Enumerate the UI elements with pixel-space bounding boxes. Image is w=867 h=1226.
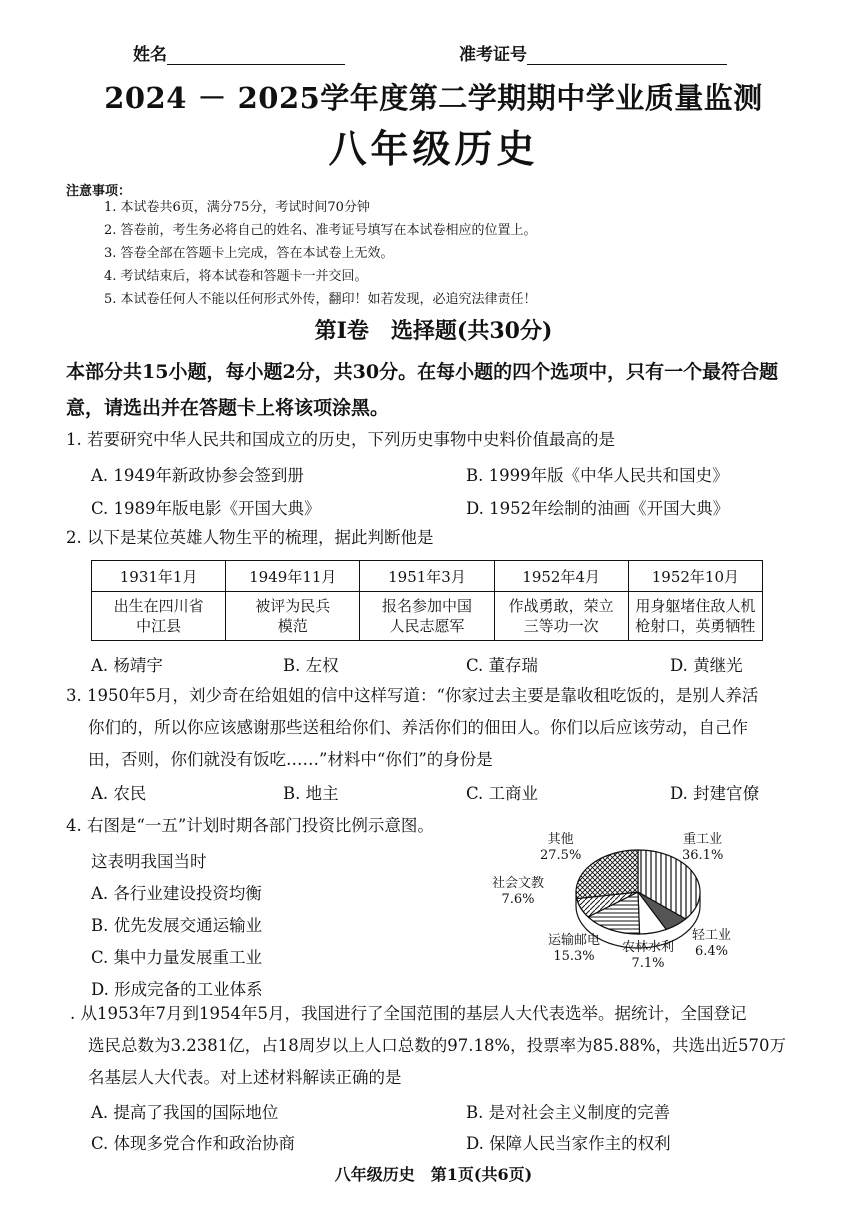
note-item: 3. 答卷全部在答题卡上完成，答在本试卷上无效。 xyxy=(104,246,394,261)
q1-option-a[interactable]: A. 1949年新政协参会签到册 xyxy=(91,466,304,485)
name-blank[interactable] xyxy=(167,46,345,65)
q1-option-d[interactable]: D. 1952年绘制的油画《开国大典》 xyxy=(466,499,730,518)
notes-list xyxy=(104,196,537,311)
pie-label-transport-post: 运输邮电 15.3% xyxy=(548,933,601,964)
question-2-stem: 2. 以下是某位英雄人物生平的梳理，据此判断他是 xyxy=(66,528,434,547)
q4-option-c[interactable]: C. 集中力量发展重工业 xyxy=(91,948,263,967)
table-cell: 用身躯堵住敌人机 枪射口，英勇牺牲 xyxy=(628,592,762,641)
pie-label-light-industry: 轻工业 6.4% xyxy=(692,928,732,959)
note-item: 1. 本试卷共6页，满分75分，考试时间70分钟 xyxy=(104,200,370,215)
q5-option-b[interactable]: B. 是对社会主义制度的完善 xyxy=(466,1103,671,1122)
table-cell: 1931年1月 xyxy=(92,561,226,592)
table-cell: 1952年10月 xyxy=(628,561,762,592)
q5-option-d[interactable]: D. 保障人民当家作主的权利 xyxy=(466,1134,671,1153)
q3-option-c[interactable]: C. 工商业 xyxy=(466,784,539,803)
exam-title: 2024 － 2025学年度第二学期期中学业质量监测 xyxy=(104,81,763,115)
q2-option-b[interactable]: B. 左权 xyxy=(283,656,339,675)
pie-label-culture-education: 社会文教 7.6% xyxy=(492,876,545,907)
question-5-stem: . 从1953年7月到1954年5月，我国进行了全国范围的基层人大代表选举。据统计，全国登记 选民总数为3.2381亿，占18周岁以上人口总数的97.18%，投票率为85.88%，共选出近570万 名基层人大代表。对上述材料解读正确的是 xyxy=(70,1004,787,1087)
note-item: 4. 考试结束后，将本试卷和答题卡一并交回。 xyxy=(104,269,368,284)
section-intro: 本部分共15小题，每小题2分，共30分。在每小题的四个选项中，只有一个最符合题意，请选出并在答题卡上将该项涂黑。 xyxy=(66,361,779,419)
question-1-stem: 1. 若要研究中华人民共和国成立的历史，下列历史事物中史料价值最高的是 xyxy=(66,430,615,449)
q3-option-b[interactable]: B. 地主 xyxy=(283,784,339,803)
pie-label-agriculture: 农林水利 7.1% xyxy=(622,940,675,971)
question-4-stem: 4. 右图是“一五”计划时期各部门投资比例示意图。 xyxy=(66,816,434,835)
name-field[interactable] xyxy=(133,40,345,65)
pie-label-heavy-industry: 重工业 36.1% xyxy=(682,832,724,863)
note-item: 5. 本试卷任何人不能以任何形式外传，翻印！如若发现，必追究法律责任！ xyxy=(104,292,537,307)
q2-option-c[interactable]: C. 董存瑞 xyxy=(466,656,539,675)
q1-option-b[interactable]: B. 1999年版《中华人民共和国史》 xyxy=(466,466,729,485)
q1-option-c[interactable]: C. 1989年版电影《开国大典》 xyxy=(91,499,321,518)
q2-option-a[interactable]: A. 杨靖宇 xyxy=(91,656,163,675)
q3-option-d[interactable]: D. 封建官僚 xyxy=(670,784,760,803)
question-4-stem-2: 这表明我国当时 xyxy=(91,852,207,871)
page-footer: 八年级历史 第1页(共6页) xyxy=(334,1165,533,1184)
exam-subject: 八年级历史 xyxy=(328,126,539,171)
q4-option-d[interactable]: D. 形成完备的工业体系 xyxy=(91,980,263,999)
name-label: 姓名 xyxy=(133,45,167,65)
exam-id-field[interactable] xyxy=(459,40,727,65)
q4-option-b[interactable]: B. 优先发展交通运输业 xyxy=(91,916,263,935)
exam-id-blank[interactable] xyxy=(527,46,727,65)
table-cell: 出生在四川省 中江县 xyxy=(92,592,226,641)
q5-option-c[interactable]: C. 体现多党合作和政治协商 xyxy=(91,1134,296,1153)
q2-option-d[interactable]: D. 黄继光 xyxy=(670,656,743,675)
q3-option-a[interactable]: A. 农民 xyxy=(91,784,147,803)
table-cell: 报名参加中国 人民志愿军 xyxy=(360,592,494,641)
table-cell: 1949年11月 xyxy=(226,561,360,592)
pie-label-other: 其他 27.5% xyxy=(540,832,582,863)
note-item: 2. 答卷前，考生务必将自己的姓名、准考证号填写在本试卷相应的位置上。 xyxy=(104,223,537,238)
question-3-stem: 3. 1950年5月，刘少奇在给姐姐的信中这样写道：“你家过去主要是靠收租吃饭的，是别人养活 你们的，所以你应该感谢那些送租给你们、养活你们的佃田人。你们以后应该劳动，自己作 田，否则，你们就没有饭吃……”材料中“你们”的身份是 xyxy=(66,686,759,769)
notes-heading: 注意事项： xyxy=(66,184,132,199)
biography-table xyxy=(91,560,763,641)
table-cell: 被评为民兵 模范 xyxy=(226,592,360,641)
q5-option-a[interactable]: A. 提高了我国的国际地位 xyxy=(91,1103,279,1122)
table-cell: 1952年4月 xyxy=(494,561,628,592)
table-row xyxy=(92,561,763,592)
table-cell: 1951年3月 xyxy=(360,561,494,592)
q4-option-a[interactable]: A. 各行业建设投资均衡 xyxy=(91,884,262,903)
table-cell: 作战勇敢，荣立 三等功一次 xyxy=(494,592,628,641)
pie-slice-other xyxy=(576,850,638,899)
table-row xyxy=(92,592,763,641)
section-title: 第Ⅰ卷 选择题(共30分) xyxy=(314,318,553,344)
exam-id-label: 准考证号 xyxy=(459,45,527,65)
